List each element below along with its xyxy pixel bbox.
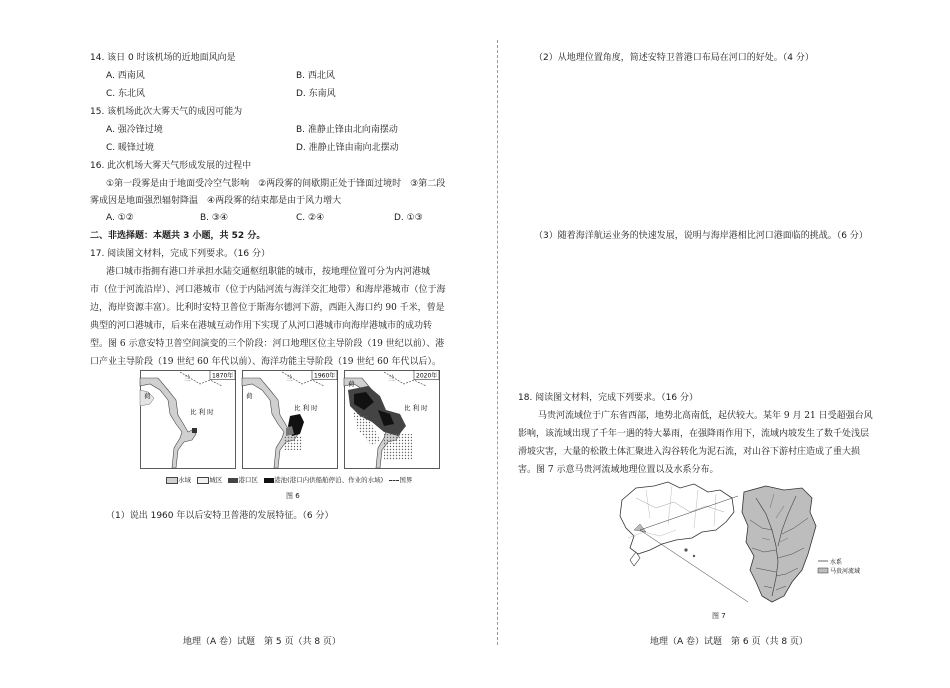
guangdong-outline xyxy=(620,482,734,566)
fig7-legend-basin: 马贵河流域 xyxy=(830,568,861,575)
page-divider xyxy=(497,40,498,645)
q14-option-c[interactable]: C. 东北风 xyxy=(106,89,146,99)
legend-border-swatch xyxy=(389,480,399,481)
figure-6-legend xyxy=(166,476,412,485)
q15-option-d[interactable]: D. 准静止锋由南向北摆动 xyxy=(296,143,399,153)
q16-option-a[interactable]: A. ①② xyxy=(106,213,134,223)
q18-stem: 18. 阅读图文材料，完成下列要求。（16 分） xyxy=(518,393,698,403)
q15-option-c[interactable]: C. 暖锋过境 xyxy=(106,143,155,153)
map-1870-country: 比 利 时 xyxy=(190,408,214,416)
map-2020-country: 比 利 时 xyxy=(404,404,428,412)
legend-water: 水域 xyxy=(178,476,191,484)
legend-city-swatch xyxy=(197,477,209,484)
q14-option-a[interactable]: A. 西南风 xyxy=(106,71,145,81)
legend-city: 城区 xyxy=(209,476,223,484)
q17-material-line-5: 型。图 6 示意安特卫普空间演变的三个阶段：河口地理区位主导阶段（19 世纪以前）、港 xyxy=(90,339,445,349)
q17-material-line-6: 口产业主导阶段（19 世纪 60 年代以前）、海洋功能主导阶段（19 世纪 60 年代以后）。 xyxy=(90,357,441,367)
map-1870-year: 1870年 xyxy=(212,372,234,380)
q17-material-line-1: 港口城市指拥有港口并承担水陆交通枢纽职能的城市，按地理位置可分为内河港城 xyxy=(106,267,431,277)
q16-stem: 16. 此次机场大雾天气形成发展的过程中 xyxy=(90,161,252,171)
q16-option-b[interactable]: B. ③④ xyxy=(200,213,229,223)
fig7-legend-river: 水系 xyxy=(830,559,843,566)
figure-7-caption: 图 7 xyxy=(712,612,726,620)
legend-port-swatch xyxy=(228,478,238,483)
map-2020-top: 兰 xyxy=(388,374,395,382)
legend-harbor: 港池(港口内供船舶停泊、作业的水域) xyxy=(274,476,384,484)
map-1870-top: 兰 xyxy=(184,374,191,382)
q17-material-line-2: 市（位于河流沿岸）、河口港城市（位于内陆河流与海洋交汇地带）和海岸港城市（位于海 xyxy=(90,285,446,295)
q18-material-line-3: 滑坡灾害，大量的松散土体汇聚进入沟谷转化为泥石流，对山谷下游村庄造成了重大损 xyxy=(518,447,861,457)
legend-border: 国界 xyxy=(399,476,413,484)
figure-6-maps xyxy=(140,370,440,470)
right-footer: 地理（A 卷）试题 第 6 页（共 8 页） xyxy=(650,637,808,647)
q17-sub-1: （1）说出 1960 年以后安特卫普港的发展特征。（6 分） xyxy=(106,511,334,521)
q18-material-line-1: 马贵河流域位于广东省西部，地势北高南低，起伏较大。某年 9 月 21 日受超强台风 xyxy=(538,411,873,421)
map-2020 xyxy=(344,371,440,469)
q16-statement-line-1: ①第一段雾是由于地面受冷空气影响 ②两段雾的间歇期正处于锋面过境时 ③第二段 xyxy=(106,179,446,189)
map-2020-year: 2020年 xyxy=(416,372,438,380)
legend-port: 港口区 xyxy=(238,476,258,484)
q14-option-d[interactable]: D. 东南风 xyxy=(296,89,336,99)
q17-stem: 17. 阅读图文材料，完成下列要求。（16 分） xyxy=(90,249,270,259)
map-1960 xyxy=(242,371,338,469)
right-page xyxy=(500,0,950,688)
left-footer: 地理（A 卷）试题 第 5 页（共 8 页） xyxy=(183,637,341,647)
q18-material-line-4: 害。图 7 示意马贵河流域地理位置以及水系分布。 xyxy=(518,465,719,475)
map-2020-sea: 荷 xyxy=(348,380,355,388)
q17-sub-2: （2）从地理位置角度，简述安特卫普港口布局在河口的好处。（4 分） xyxy=(534,53,814,63)
figure-6-caption: 图 6 xyxy=(286,492,300,500)
q17-sub-3: （3）随着海洋航运业务的快速发展，说明与海岸港相比河口港面临的挑战。（6 分） xyxy=(534,231,868,241)
map-1960-country: 比 利 时 xyxy=(294,404,318,412)
q15-option-b[interactable]: B. 准静止锋由北向南摆动 xyxy=(296,125,398,135)
q17-material-line-3: 边，海岸资源丰富）。比利时安特卫普位于斯海尔德河下游，西距入海口约 90 千米，曾是 xyxy=(90,303,445,313)
q16-option-c[interactable]: C. ②④ xyxy=(296,213,325,223)
map-1960-top: 兰 xyxy=(286,374,293,382)
q16-statement-line-2: 雾成因是地面强烈辐射降温 ④两段雾的结束都是由于风力增大 xyxy=(90,196,342,206)
map-1870 xyxy=(140,371,236,469)
q18-material-line-2: 影响，该流域出现了千年一遇的特大暴雨，在强降雨作用下，流域内坡发生了数千处浅层 xyxy=(518,429,870,439)
q14-stem: 14. 该日 0 时该机场的近地面风向是 xyxy=(90,53,236,63)
section-2-heading: 二、非选择题：本题共 3 小题，共 52 分。 xyxy=(90,231,266,241)
magui-basin xyxy=(742,486,816,602)
map-1960-year: 1960年 xyxy=(314,372,336,380)
map-1870-sea: 荷 xyxy=(144,392,151,400)
q15-option-a[interactable]: A. 强冷锋过境 xyxy=(106,125,163,135)
q15-stem: 15. 该机场此次大雾天气的成因可能为 xyxy=(90,107,243,117)
q16-option-d[interactable]: D. ①③ xyxy=(394,213,423,223)
figure-7-map xyxy=(616,478,861,608)
legend-water-swatch xyxy=(166,477,178,484)
q14-option-b[interactable]: B. 西北风 xyxy=(296,71,335,81)
map-1960-sea: 荷 xyxy=(246,392,253,400)
q17-material-line-4: 典型的河口港城市，后来在港城互动作用下实现了从河口港城市向海岸港城市的成功转 xyxy=(90,321,433,331)
legend-harbor-swatch xyxy=(264,478,274,483)
